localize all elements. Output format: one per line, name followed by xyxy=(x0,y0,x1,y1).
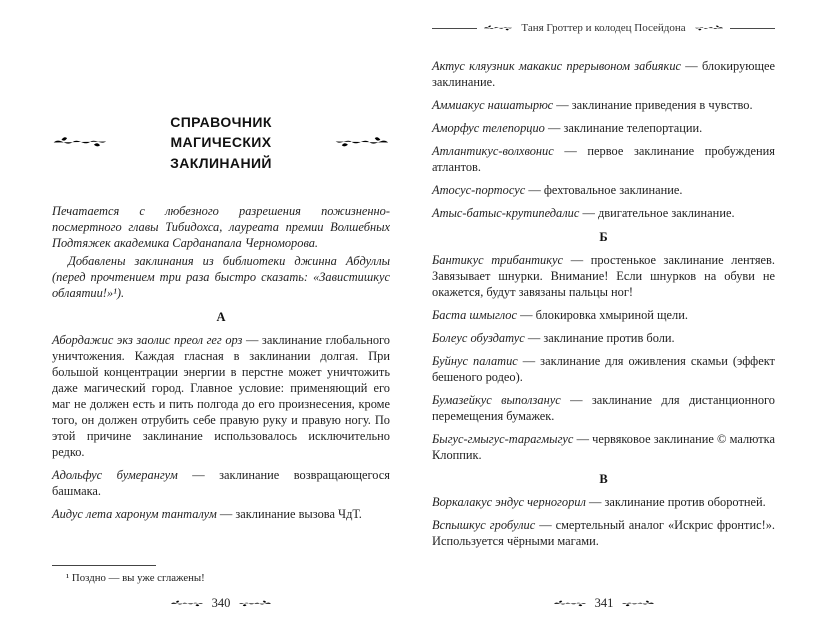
section-letter-a: А xyxy=(216,309,226,324)
spell-desc: — фехтовальное заклинание. xyxy=(528,183,683,197)
page-footer xyxy=(32,596,410,611)
spell-entry xyxy=(432,182,775,198)
spell-desc: — первое заклинание пробуждения атлантов. xyxy=(432,144,775,174)
vine-flourish-icon xyxy=(483,23,513,33)
spell-desc: — заклинание приведения в чувство. xyxy=(556,98,753,112)
spell-name: Воркалакус эндус черногорил xyxy=(432,495,586,509)
spell-entry xyxy=(432,97,775,113)
spell-desc: — заклинание вызова ЧдТ. xyxy=(219,506,362,521)
spell-desc: — заклинание против оборотней. xyxy=(588,495,766,509)
spell-desc: — заклинание против боли. xyxy=(527,331,675,345)
spell-desc: — простенькое заклинание лентяев. Завязывает шнурки. Внимание! Если шнурков на обуви не окажется, будут завязаны пальцы ног! xyxy=(432,253,776,299)
spell-name: Абордажис экз заолис преол гег орз xyxy=(52,332,243,347)
spell-entry xyxy=(52,332,390,460)
spell-name: Баста шмыглос xyxy=(432,308,517,322)
spell-name: Атыс-батыс-крутипедалис xyxy=(432,206,580,220)
spell-name: Буйнус палатис xyxy=(432,354,518,368)
spell-entry xyxy=(432,252,775,300)
spell-entry xyxy=(432,205,775,221)
spell-name: Аммиакус нашатырюс xyxy=(432,98,554,112)
spell-entry xyxy=(432,392,775,424)
vine-flourish-icon xyxy=(694,23,724,33)
vine-flourish-icon xyxy=(238,598,272,609)
vine-flourish-icon xyxy=(553,598,587,609)
section-letter-v: В xyxy=(599,472,608,486)
running-header xyxy=(432,22,775,34)
spell-name: Бантикус трибантикус xyxy=(432,253,564,267)
spell-entry xyxy=(52,467,390,499)
spell-name: Атлантикус-волхвонис xyxy=(432,144,554,158)
intro-block xyxy=(52,203,390,301)
spell-desc: — заклинание возвращающегося башмака. xyxy=(52,467,390,498)
spell-entry xyxy=(432,330,775,346)
vine-flourish-icon xyxy=(170,598,204,609)
spell-desc: — заклинание для оживления скамьи (эффект бешеного родео). xyxy=(432,354,775,384)
spell-name: Бумазейкус выползанус xyxy=(432,393,561,407)
intro-paragraph: Печатается с любезного разрешения пожизненно-посмертного главы Тибидохса, лауреата премии Волшебных Подтяжек академика Сарданапала Черноморова. xyxy=(52,203,390,250)
spell-name: Быгус-гмыгус-тарагмыгус xyxy=(432,432,574,446)
spell-desc: — червяковое заклинание © малютка Клоппик. xyxy=(432,432,775,462)
vine-flourish-icon xyxy=(52,133,108,151)
section-letter-b: Б xyxy=(599,230,608,244)
footnote-block xyxy=(52,565,390,585)
chapter-title-block xyxy=(52,112,390,173)
spell-entry xyxy=(432,431,775,463)
chapter-title-line1: СПРАВОЧНИК xyxy=(170,114,272,130)
spell-entry xyxy=(432,143,775,175)
page-number: 340 xyxy=(211,596,231,610)
spell-entry xyxy=(52,506,390,522)
spell-name: Аидус лета харонум танталум xyxy=(52,506,217,521)
chapter-title xyxy=(118,112,324,173)
spell-entry xyxy=(432,120,775,136)
spell-name: Атосус-портосус xyxy=(432,183,526,197)
spell-name: Адольфус бумерангум xyxy=(52,467,178,482)
intro-paragraph: Добавлены заклинания из библиотеки джинна Абдуллы (перед прочтением три раза быстро сказать: «Завистишкус облаятии!»¹). xyxy=(52,253,390,300)
spell-desc: — блокировка хмыриной щели. xyxy=(520,308,688,322)
running-header-title: Таня Гроттер и колодец Посейдона xyxy=(521,22,686,34)
header-rule xyxy=(730,28,775,29)
vine-flourish-icon xyxy=(334,133,390,151)
spell-entry xyxy=(432,353,775,385)
spell-desc: — заклинание глобального уничтожения. Каждая гласная в заклинании долгая. При большой концентрации энергии в перстне может уничтожить даже магический город. Главное условие: применяющий его маг не должен есть и пить полгода до его произнесения, кроме того, он должен отрубить себе правую руку и правую ногу. По этой причине заклинание использовалось исключительно редко. xyxy=(52,332,390,459)
vine-flourish-icon xyxy=(621,598,655,609)
spell-entry xyxy=(432,494,775,510)
spell-desc: — блокирующее заклинание. xyxy=(432,59,775,89)
spell-name: Аморфус телепорцио xyxy=(432,121,545,135)
page-number: 341 xyxy=(594,596,614,610)
spell-desc: — смертельный аналог «Искрис фронтис!». Используется чёрными магами. xyxy=(432,518,775,548)
header-rule xyxy=(432,28,477,29)
footnote-divider xyxy=(52,565,156,566)
spell-desc: — двигательное заклинание. xyxy=(582,206,735,220)
spell-name: Болеус обуздатус xyxy=(432,331,525,345)
spell-name: Актус кляузник макакис прерывоном забиякис xyxy=(432,59,682,73)
spell-name: Вспышкус гробулис xyxy=(432,518,536,532)
chapter-title-line2: МАГИЧЕСКИХ ЗАКЛИНАНИЙ xyxy=(170,134,272,171)
footnote-text: ¹ Поздно — вы уже сглажены! xyxy=(66,572,205,584)
spell-entry xyxy=(432,58,775,90)
spell-desc: — заклинание для дистанционного перемещения бумажек. xyxy=(432,393,775,423)
spell-entry xyxy=(432,307,775,323)
page-right xyxy=(410,0,820,629)
page-footer xyxy=(410,596,798,611)
spell-entry xyxy=(432,517,775,549)
entries-column xyxy=(432,58,775,549)
spell-desc: — заклинание телепортации. xyxy=(547,121,703,135)
